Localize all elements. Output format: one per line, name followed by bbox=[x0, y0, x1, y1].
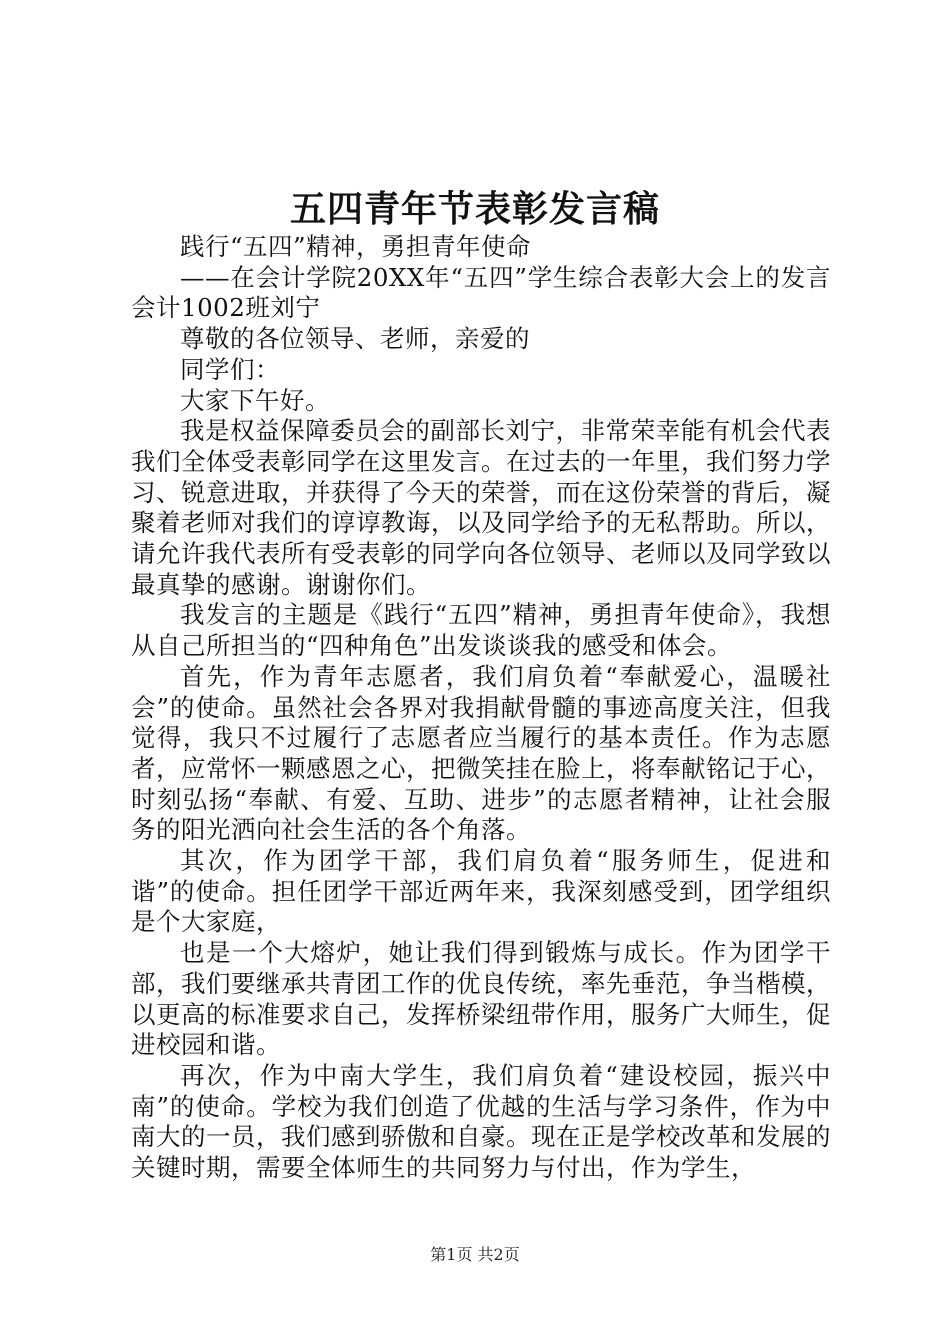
body-paragraph: 再次，作为中南大学生，我们肩负着“建设校园，振兴中南”的使命。学校为我们创造了优越的生活与学习条件，作为中南大的一员，我们感到骄傲和自豪。现在正是学校改革和发展的关键时期，需要全体师生的共同努力与付出，作为学生， bbox=[131, 1060, 831, 1183]
speech-occasion-line: ——在会计学院20XX年“五四”学生综合表彰大会上的发言会计1002班刘宁 bbox=[131, 262, 831, 323]
greeting-line: 大家下午好。 bbox=[180, 385, 330, 415]
body-paragraph: 也是一个大熔炉，她让我们得到锻炼与成长。作为团学干部，我们要继承共青团工作的优良传统，率先垂范，争当楷模，以更高的标准要求自己，发挥桥梁纽带作用，服务广大师生，促进校园和谐。 bbox=[131, 938, 831, 1060]
body-paragraph: 其次，作为团学干部，我们肩负着“服务师生，促进和谐”的使命。担任团学干部近两年来，我深刻感受到，团学组织是个大家庭， bbox=[131, 846, 831, 937]
subtitle-line: 践行“五四”精神，勇担青年使命 bbox=[180, 232, 532, 261]
body-paragraph: 首先，作为青年志愿者，我们肩负着“奉献爱心，温暖社会”的使命。虽然社会各界对我捐献骨髓的事迹高度关注，但我觉得，我只不过履行了志愿者应当履行的基本责任。作为志愿者，应常怀一颗感恩之心，把微笑挂在脸上，将奉献铭记于心，时刻弘扬“奉献、有爱、互助、进步”的志愿者精神，让社会服务的阳光洒向社会生活的各个角落。 bbox=[131, 661, 831, 845]
body-paragraph: 我是权益保障委员会的副部长刘宁，非常荣幸能有机会代表我们全体受表彰同学在这里发言。在过去的一年里，我们努力学习、锐意进取，并获得了今天的荣誉，而在这份荣誉的背后，凝聚着老师对我们的谆谆教诲，以及同学给予的无私帮助。所以，请允许我代表所有受表彰的同学向各位领导、老师以及同学致以最真挚的感谢。谢谢你们。 bbox=[131, 416, 831, 599]
salutation-line: 尊敬的各位领导、老师，亲爱的 bbox=[180, 324, 530, 354]
document-body bbox=[131, 232, 831, 1184]
body-paragraph: 我发言的主题是《践行“五四”精神，勇担青年使命》，我想从自己所担当的“四种角色”出发谈谈我的感受和体会。 bbox=[131, 600, 831, 661]
salutation-continued: 同学们： bbox=[180, 354, 280, 384]
document-title: 五四青年节表彰发言稿 bbox=[289, 188, 660, 230]
page-number-footer: 第1页 共2页 bbox=[430, 1245, 520, 1264]
